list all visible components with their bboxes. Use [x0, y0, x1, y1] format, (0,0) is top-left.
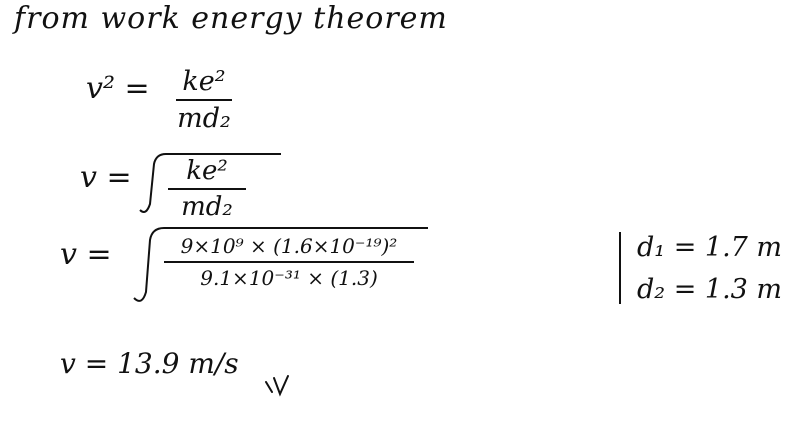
step3-numerator: 9×10⁹ × (1.6×10⁻¹⁹)²: [180, 234, 398, 258]
fraction-bar: [164, 261, 414, 263]
step2-denominator: md₂: [181, 192, 233, 222]
given-d2: d₂ = 1.3 m: [637, 274, 783, 305]
step3-lhs: v =: [60, 237, 112, 272]
step3-denominator: 9.1×10⁻³¹ × (1.3): [200, 266, 378, 290]
step3-fraction: [164, 236, 414, 288]
final-answer: v = 13.9 m/s: [60, 347, 239, 380]
step2-fraction: [168, 158, 246, 220]
divider-line: [619, 232, 621, 304]
check-mark-icon: [262, 370, 290, 398]
heading: from work energy theorem: [14, 1, 448, 36]
step2-lhs: v =: [80, 160, 132, 195]
fraction-bar: [176, 99, 232, 101]
fraction-bar: [168, 188, 246, 190]
given-values: [619, 228, 789, 312]
step1-denominator: md₂: [177, 103, 231, 134]
given-d1: d₁ = 1.7 m: [637, 232, 783, 263]
step1-fraction: [176, 68, 232, 132]
step1-lhs: v² =: [86, 71, 150, 106]
step1-numerator: ke²: [182, 66, 226, 97]
step2-numerator: ke²: [186, 156, 228, 186]
